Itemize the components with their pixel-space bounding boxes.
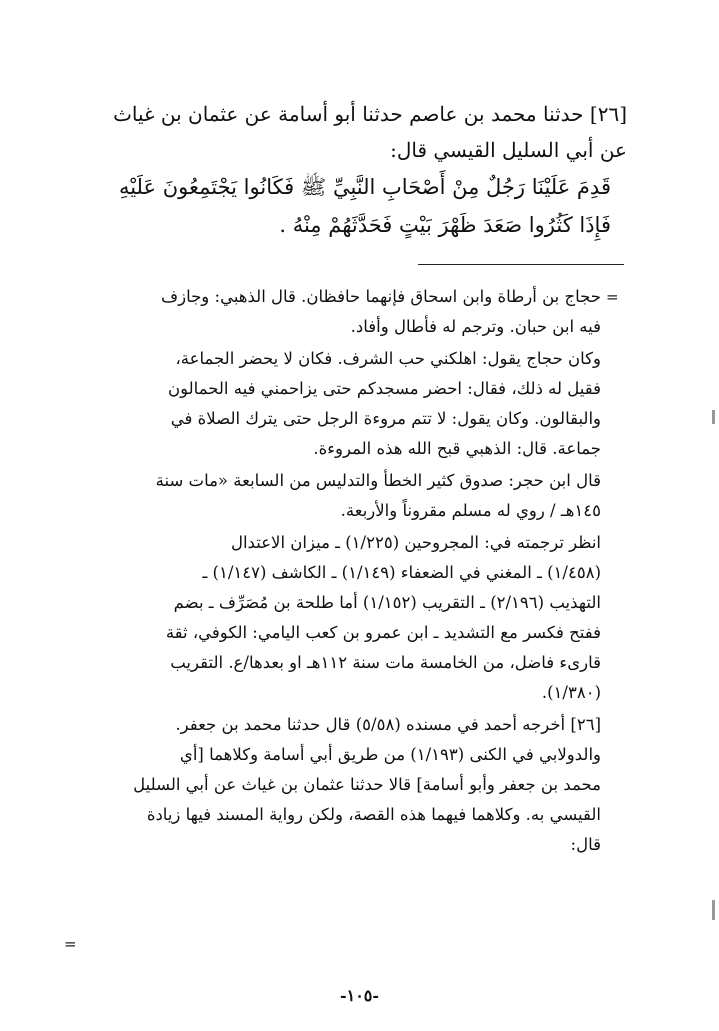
footnote-line: والبقالون. وكان يقول: لا تتم مروءة الرجل حتى يترك الصلاة في: [170, 409, 601, 428]
scan-edge-mark: [712, 410, 715, 424]
footnote-paragraph-3: [81, 466, 601, 526]
footnote-line: التهذيب (٢/١٩٦) ـ التقريب (١/١٥٢) أما طلحة بن مُصَرِّف ـ بضم: [173, 593, 601, 612]
footnote-paragraph-2: [81, 344, 601, 464]
footnote-line: ١٤٥هـ / روي له مسلم مقروناً والأربعة.: [340, 501, 601, 520]
footnote-line: جماعة. قال: الذهبي قبح الله هذه المروءة.: [313, 439, 601, 458]
footnote-line: فيه ابن حبان. وترجم له فأطال وأفاد.: [350, 317, 601, 336]
footnote-line: القيسي به. وكلاهما فيهما هذه القصة، ولكن رواية المسند فيها زيادة: [146, 805, 601, 824]
footnote-line: [٢٦] أخرجه أحمد في مسنده (٥/٥٨) قال حدثنا محمد بن جعفر.: [175, 715, 601, 734]
footnotes: [81, 282, 601, 862]
footnote-line: (١/٤٥٨) ـ المغني في الضعفاء (١/١٤٩) ـ الكاشف (١/١٤٧) ـ: [202, 563, 601, 582]
hadith-isnad-line-2: عن أبي السليل القيسي قال:: [390, 138, 627, 162]
footnote-line: قال:: [570, 835, 601, 854]
footnote-line: انظر ترجمته في: المجروحين (١/٢٢٥) ـ ميزان الاعتدال: [230, 533, 601, 552]
footnote-line: قارىء فاضل، من الخامسة مات سنة ١١٢هـ او بعدها/ع. التقريب: [170, 653, 601, 672]
footnote-paragraph-1: [81, 282, 601, 342]
footnote-line: ففتح فكسر مع التشديد ـ ابن عمرو بن كعب اليامي: الكوفي، ثقة: [165, 623, 601, 642]
footnote-line: فقيل له ذلك، فقال: احضر مسجدكم حتى يزاحمني فيه الحمالون: [168, 379, 601, 398]
continuation-marker-top: =: [606, 288, 619, 306]
hadith-matn-line-2: فَإِذَا كَثُرُوا صَعَدَ ظَهْرَ بَيْتٍ فَحَدَّثَهُمْ مِنْهُ .: [279, 213, 611, 237]
footnote-paragraph-4: [81, 528, 601, 708]
hadith-text: [67, 96, 627, 244]
footnote-line: حجاج بن أرطاة وابن اسحاق فإنهما حافظان. قال الذهبي: وجازف: [161, 287, 601, 306]
footnote-paragraph-5: [81, 710, 601, 860]
footnote-line: قال ابن حجر: صدوق كثير الخطأ والتدليس من السابعة «مات سنة: [155, 471, 601, 490]
footnote-line: محمد بن جعفر وأبو أسامة] قالا حدثنا عثمان بن غياث عن أبي السليل: [133, 775, 601, 794]
footnote-line: (١/٣٨٠).: [541, 683, 601, 702]
continuation-marker-bottom: =: [64, 935, 77, 953]
hadith-matn-line-1: قَدِمَ عَلَيْنَا رَجُلٌ مِنْ أَصْحَابِ النَّبِيِّ ﷺ فَكَانُوا يَجْتَمِعُونَ عَلَيْهِ: [118, 175, 611, 199]
footnote-line: والدولابي في الكنى (١/١٩٣) من طريق أبي أسامة وكلاهما [أي: [179, 745, 601, 764]
page-number: -١٠٥-: [339, 986, 380, 1005]
footnote-line: وكان حجاج يقول: اهلكني حب الشرف. فكان لا يحضر الجماعة،: [175, 349, 601, 368]
hadith-isnad-line-1: [٢٦] حدثنا محمد بن عاصم حدثنا أبو أسامة عن عثمان بن غياث: [113, 102, 627, 126]
hadith-matn: [67, 168, 611, 244]
footnote-separator: [418, 264, 624, 265]
scan-edge-mark: [712, 900, 715, 920]
